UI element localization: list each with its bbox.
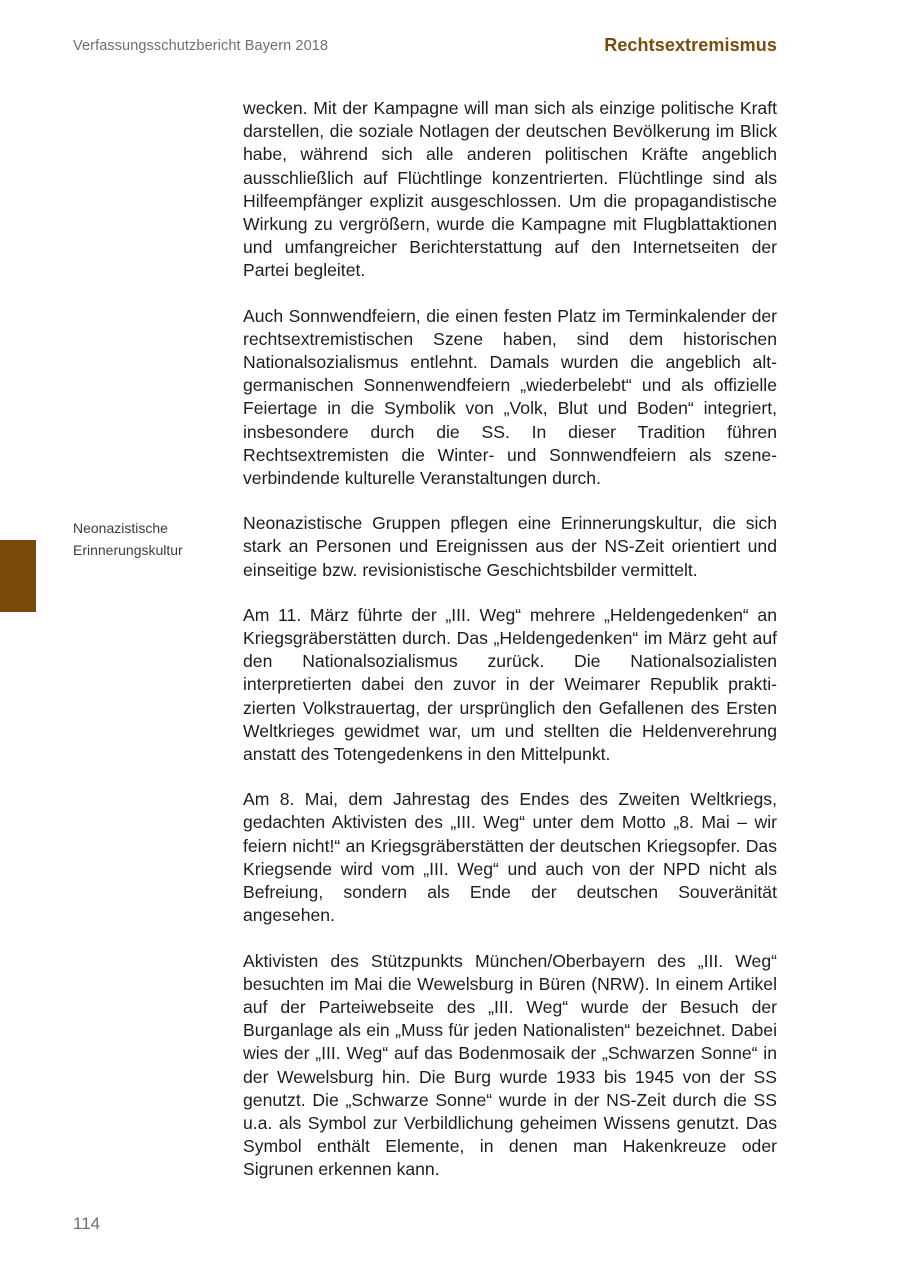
paragraph-1: wecken. Mit der Kampagne will man sich als einzige politische Kraft darstellen, die soziale Notlagen der deutschen Bevölkerung im Blick habe, während sich alle anderen politischen Kräfte angeblich ausschließlich auf Flüchtlinge konzentrierten. Flüchtlinge sind als Hilfeempfänger explizit ausgeschlossen. Um die propagandistische Wirkung zu vergrößern, wurde die Kampagne mit Flugblattaktionen und umfangreicher Berichterstattung auf den Internetseiten der Partei begleitet. (243, 98, 777, 281)
paragraph-5: Am 8. Mai, dem Jahrestag des Endes des Zweiten Weltkriegs, gedachten Aktivisten des „III. Weg“ unter dem Motto „8. Mai – wir feiern nicht!“ an Kriegsgräberstätten der deutschen Kriegsopfer. Das Kriegsende wird vom „III. Weg“ und auch von der NPD nicht als Befreiung, sondern als Ende der deutschen Souveränität angesehen. (243, 789, 777, 926)
margin-note (73, 517, 233, 561)
paragraph-4: Am 11. März führte der „III. Weg“ mehrere „Heldengedenken“ an Kriegsgräberstätten durch. Das „Heldengedenken“ im März geht auf den Nationalsozialismus zurück. Die Nationalsozialisten interpretierten dabei den zuvor in der Weimarer Republik praktizierten Volkstrauertag, der ursprünglich den Gefallenen des Ersten Weltkrieges gewidmet war, um und stellten die Heldenverehrung anstatt des Totengedenkens in den Mittelpunkt. (243, 604, 777, 765)
body-text (243, 97, 777, 1204)
margin-note-line-2: Erinnerungskultur (73, 542, 183, 558)
paragraph-3: Neonazistische Gruppen pflegen eine Erinnerungskultur, die sich stark an Personen und Ereignissen aus der NS-Zeit orientiert und einseitige bzw. revisionistische Geschichtsbilder vermittelt. (243, 513, 777, 580)
paragraph-2: Auch Sonnwendfeiern, die einen festen Platz im Terminkalender der rechtsextremistischen Szene haben, sind dem historischen Nationalsozialismus entlehnt. Damals wurden die angeblich altgermanischen Sonnenwendfeiern „wiederbelebt“ und als offizielle Feiertage in die Symbolik von „Volk, Blut und Boden“ integriert, insbesondere durch die SS. In dieser Tradition führen Rechtsextremisten die Winter- und Sonnwendfeiern als szeneverbindende kulturelle Veranstaltungen durch. (243, 305, 777, 489)
running-header-title: Verfassungsschutzbericht Bayern 2018 (73, 38, 329, 54)
margin-note-line-1: Neonazistische (73, 520, 168, 536)
running-header-section: Rechtsextremismus (604, 35, 777, 55)
chapter-tab-marker (0, 540, 36, 612)
paragraph-6: Aktivisten des Stützpunkts München/Oberbayern des „III. Weg“ besuchten im Mai die Wewelsburg in Büren (NRW). In einem Artikel auf der Parteiwebseite des „III. Weg“ wurde der Besuch der Burganlage als ein „Muss für jeden Nationalisten“ bezeichnet. Dabei wies der „III. Weg“ auf das Bodenmosaik der „Schwarzen Sonne“ in der Wewelsburg hin. Die Burg wurde 1933 bis 1945 von der SS genutzt. Die „Schwarze Sonne“ wurde in der NS-Zeit durch die SS u.a. als Symbol zur Verbildlichung geheimen Wissens genutzt. Das Symbol enthält Elemente, in denen man Hakenkreuze oder Sigrunen erkennen kann. (243, 950, 777, 1180)
page-number: 114 (73, 1214, 101, 1233)
